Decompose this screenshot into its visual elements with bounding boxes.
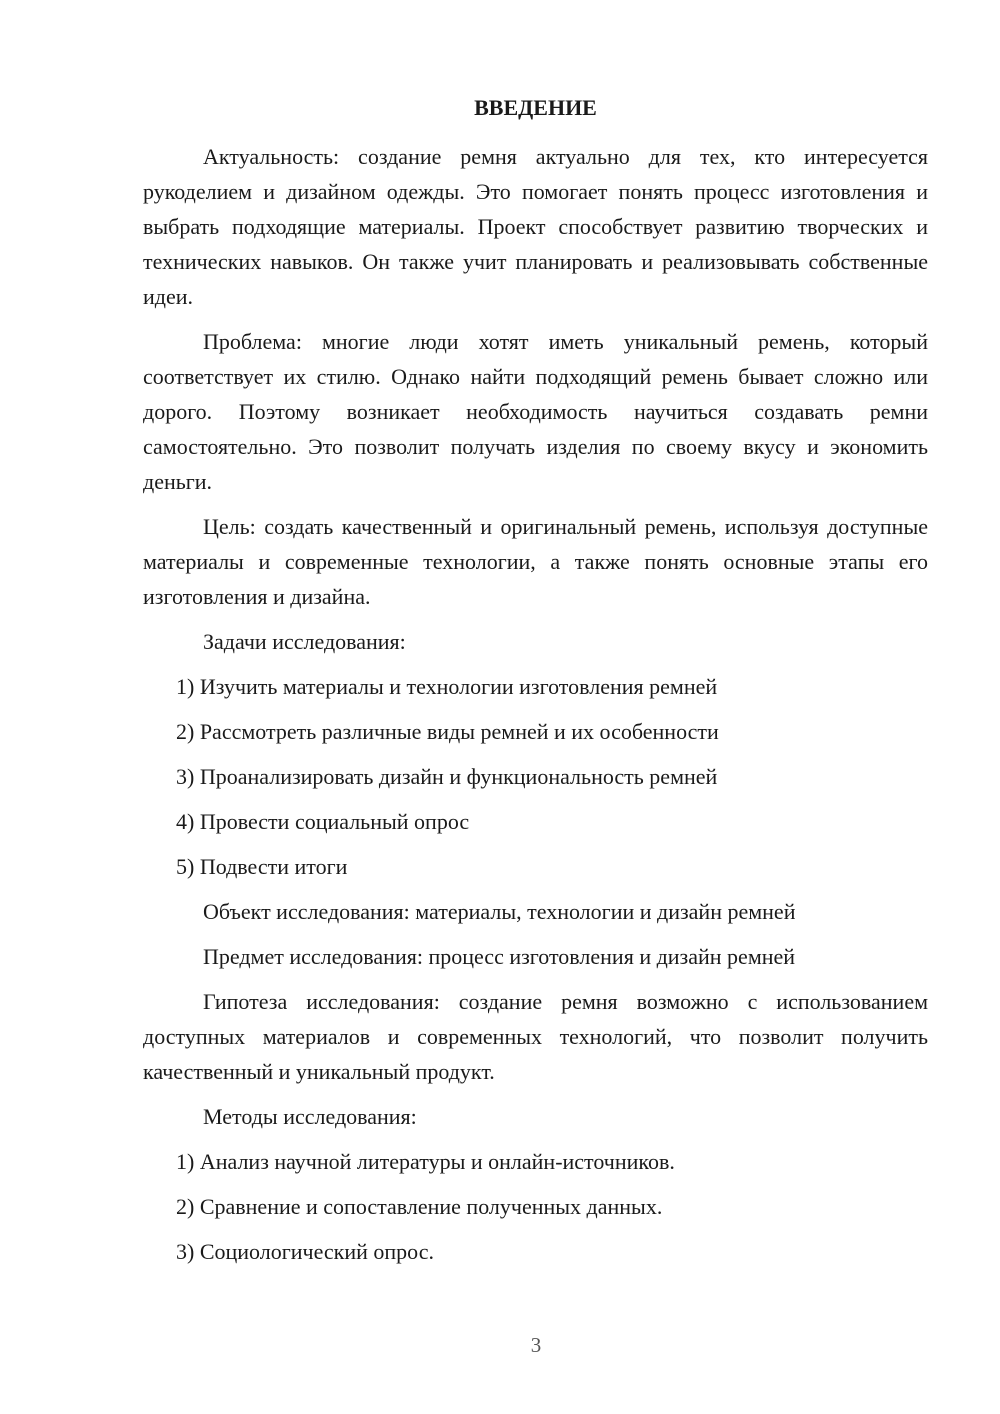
tasks-heading: Задачи исследования: [203,629,406,654]
page-content [143,92,928,1279]
paragraph-problem: Проблема: многие люди хотят иметь уникальный ремень, который соответствует их стилю. Однако найти подходящий ремень бывает сложно или дорого. Поэтому возникает необходимость научиться создавать ремни самостоятельно. Это позволит получать изделия по своему вкусу и экономить деньги. [143,329,928,494]
task-item-4: 4) Провести социальный опрос [176,809,470,834]
methods-heading: Методы исследования: [203,1104,417,1129]
method-item-1: 1) Анализ научной литературы и онлайн-источников. [176,1149,675,1174]
task-item-5: 5) Подвести итоги [176,854,348,879]
paragraph-relevance: Актуальность: создание ремня актуально для тех, кто интересуется рукоделием и дизайном одежды. Это помогает понять процесс изготовления и выбрать подходящие материалы. Проект способствует развитию творческих и технических навыков. Он также учит планировать и реализовывать собственные идеи. [143,144,928,309]
paragraph-hypothesis: Гипотеза исследования: создание ремня возможно с использованием доступных материалов и современных технологий, что позволит получить качественный и уникальный продукт. [143,989,928,1084]
paragraph-goal: Цель: создать качественный и оригинальный ремень, используя доступные материалы и современные технологии, а также понять основные этапы его изготовления и дизайна. [143,514,928,609]
method-item-3: 3) Социологический опрос. [176,1239,434,1264]
task-item-2: 2) Рассмотреть различные виды ремней и их особенности [176,719,719,744]
task-item-1: 1) Изучить материалы и технологии изготовления ремней [176,674,718,699]
research-subject: Предмет исследования: процесс изготовления и дизайн ремней [203,944,796,969]
task-item-3: 3) Проанализировать дизайн и функциональность ремней [176,764,718,789]
research-object: Объект исследования: материалы, технологии и дизайн ремней [203,899,796,924]
page-number: 3 [530,1333,542,1357]
method-item-2: 2) Сравнение и сопоставление полученных данных. [176,1194,663,1219]
page-title: ВВЕДЕНИЕ [474,95,597,120]
